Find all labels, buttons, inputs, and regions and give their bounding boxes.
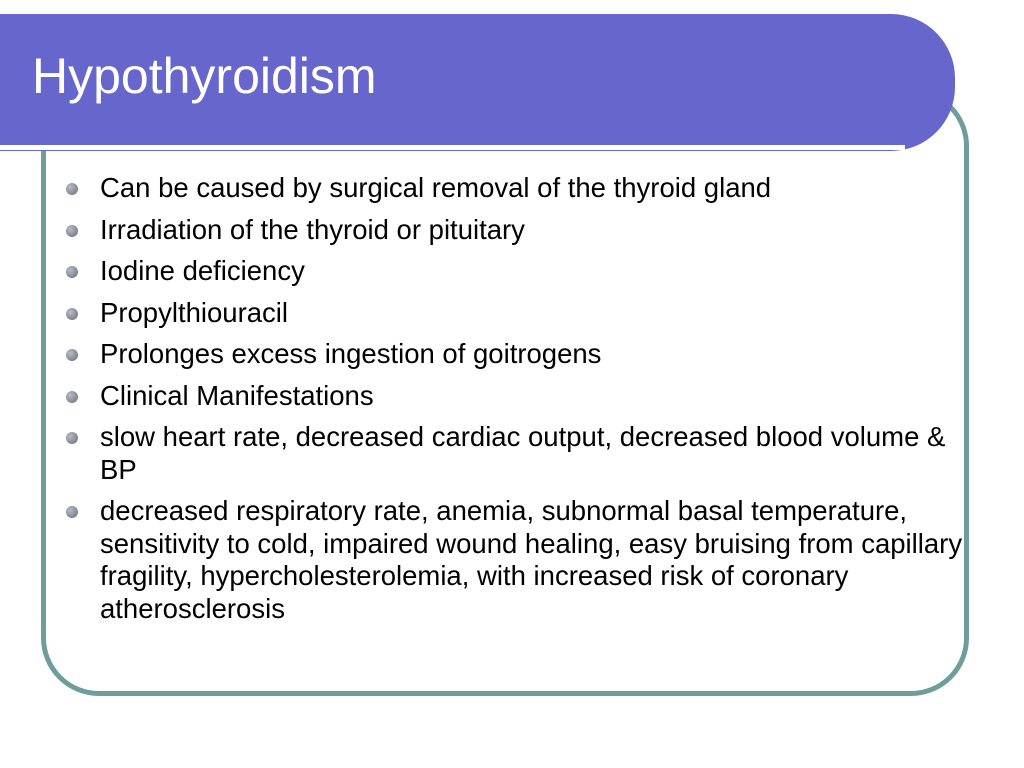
bullet-item <box>66 380 966 413</box>
bullet-text: Iodine deficiency <box>100 255 305 286</box>
bullet-item <box>66 255 966 288</box>
bullet-text: slow heart rate, decreased cardiac output, decreased blood volume & BP <box>100 421 946 485</box>
slide-title: Hypothyroidism <box>32 48 377 104</box>
bullet-dot-icon <box>66 506 78 518</box>
bullet-text: decreased respiratory rate, anemia, subnormal basal temperature, sensitivity to cold, impaired wound healing, easy bruising from capillary fragility, hypercholesterolemia, with increased risk of coronary atherosclerosis <box>100 495 963 624</box>
bullet-dot-icon <box>66 225 78 237</box>
title-bar <box>0 14 955 151</box>
bullet-text: Irradiation of the thyroid or pituitary <box>100 213 525 245</box>
bullet-item <box>66 495 966 625</box>
bullet-list <box>66 172 966 634</box>
bullet-item <box>66 338 966 371</box>
bullet-text: Propylthiouracil <box>100 296 289 328</box>
bullet-dot-icon <box>66 391 78 403</box>
title-underline <box>0 145 905 150</box>
bullet-dot-icon <box>66 308 78 320</box>
bullet-dot-icon <box>66 183 78 195</box>
bullet-dot-icon <box>66 432 78 444</box>
bullet-dot-icon <box>66 349 78 361</box>
bullet-item <box>66 421 966 486</box>
bullet-item <box>66 172 966 205</box>
bullet-item <box>66 297 966 330</box>
bullet-text: Can be caused by surgical removal of the thyroid gland <box>100 172 772 203</box>
bullet-item <box>66 214 966 247</box>
bullet-text: Clinical Manifestations <box>100 379 374 411</box>
bullet-dot-icon <box>66 266 78 278</box>
bullet-text: Prolonges excess ingestion of goitrogens <box>100 338 602 369</box>
